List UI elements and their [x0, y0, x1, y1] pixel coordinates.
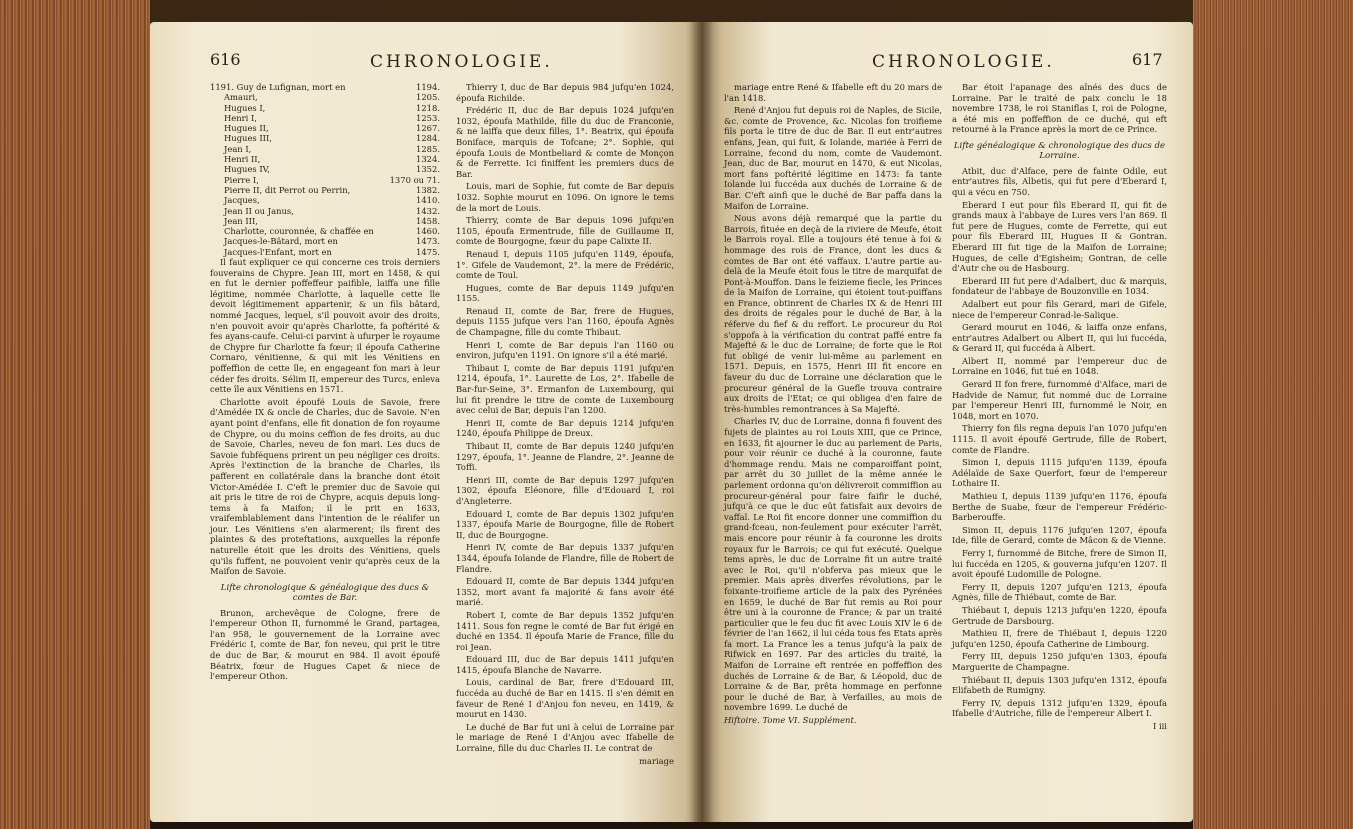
ruler-year: 1253.	[416, 112, 440, 123]
paragraph: Edouard II, comte de Bar depuis 1344 jufqu'en 1352, mort avant fa majorité & fans avoir été marié.	[456, 576, 674, 608]
ruler-year: 1324.	[416, 154, 440, 165]
right-column-2	[952, 82, 1167, 731]
paragraph: Edouard III, duc de Bar depuis 1411 jufqu'en 1415, époufa Blanche de Navarre.	[456, 654, 674, 675]
paragraph: Louis, cardinal de Bar, frere d'Edouard III, fuccéda au duché de Bar en 1415. Il s'en démit en faveur de René I d'Anjou fon neveu, en 1419, & mourut en 1430.	[456, 677, 674, 720]
paragraph: Il faut expliquer ce qui concerne ces trois derniers fouverains de Chypre. Jean III, mort en 1458, & qui en fut le dernier poffeffeur paifible, laiffa une fille légitime, nommée Charlotte, à laquelle cette île devoit légitimement appartenir, & un fils bâtard, nommé Jacques, lequel, s'il pouvoit avoir des droits, n'en pouvoit avoir qu'après Charlotte, fa poftérité & fes ayans-caufe. Celui-ci parvint à ufurper le royaume de Chypre fur Charlotte fa fœur; il époufa Catherine Cornaro, vénitienne, & qui mit les Vénitiens en poffeffion de cette île, en engageant fon mari à leur céder fes droits. Sélim II, empereur des Turcs, enleva cette île aux Vénitiens en 1571.	[210, 257, 440, 395]
paragraph: Ferry IV, depuis 1312 jufqu'en 1329, époufa Ifabelle d'Autriche, fille de l'empereur Albert I.	[952, 697, 1167, 719]
list-item	[210, 175, 440, 185]
paragraph: Atbit, duc d'Alface, pere de fainte Odile, eut entr'autres fils, Albetis, qui fut pere d'Eberard I, qui a vécu en 750.	[952, 165, 1167, 197]
ruler-year: 1460.	[416, 226, 440, 237]
ruler-name: Jacques,	[224, 195, 260, 206]
left-page-number: 616	[210, 50, 241, 69]
list-item	[210, 247, 440, 257]
ruler-year: 1218.	[416, 102, 440, 113]
list-item	[210, 226, 440, 236]
ruler-name: Jean I,	[224, 143, 252, 154]
paragraph: Mathieu I, depuis 1139 jufqu'en 1176, époufa Berthe de Suabe, fœur de l'empereur Frédéric-Barberouffe.	[952, 491, 1167, 523]
cyprus-commentary	[210, 257, 440, 577]
kings-of-cyprus-list	[210, 82, 440, 257]
paragraph: Albert II, nommé par l'empereur duc de Lorraine en 1046, fut tué en 1048.	[952, 355, 1167, 377]
page-edges-left	[0, 0, 150, 829]
dukes-of-lorraine-entries	[952, 166, 1167, 719]
list-item	[210, 144, 440, 154]
list-item	[210, 103, 440, 113]
paragraph: Thibaut I, comte de Bar depuis 1191 jufqu'en 1214, époufa, 1°. Laurette de Los, 2°. Ifabelle de Bar-fur-Seine, 3°. Ermanfon de Luxembourg, qui lui fit prendre le titre de comte de Luxembourg avec celui de Bar, depuis l'an 1200.	[456, 362, 674, 416]
paragraph: Gerard II fon frere, furnommé d'Alface, mari de Hadvide de Namur, fut nommé duc de Lorraine par l'empereur Henri III, furnommé le Noir, en 1048, mort en 1070.	[952, 379, 1167, 421]
paragraph: Renaud II, comte de Bar, frere de Hugues, depuis 1155 jufque vers l'an 1160, époufa Agnès de Champagne, fille du comte Thibaut.	[456, 305, 674, 338]
paragraph: Eberard I eut pour fils Eberard II, qui fit de grands maux à l'abbaye de Lures vers l'an 869. Il fut pere de Hugues, comte de Ferrette, qui eut pour fils Eberard III, Hugues II & Gontran. Eberard III fut tige de la Maifon de Lorraine; Hugues, de celle d'Egisheim; Gontran, de celle d'Autr che ou de Hasbourg.	[952, 199, 1167, 274]
paragraph: Louis, mari de Sophie, fut comte de Bar depuis 1032. Sophie mourut en 1096. On ignore le tems de la mort de Louis.	[456, 181, 674, 213]
paragraph: Nous avons déjà remarqué que la partie du Barrois, fituée en deçà de la riviere de Meufe, étoit le Barrois royal. Elle a toujours été tenue à foi & hommage des rois de France, dont les ducs & comtes de Bar ont été vaffaux. L'autre partie au-delà de la Meufe étoit fous le titre de marquifat de Pont-à-Mouffon. Dans le feizieme fiecle, les Princes de la Maifon de Lorraine, qui étoient tout-puiffans en France, obtinrent de Charles IX & de Henri III des droits de régales pour le duché de Bar, à la réferve du fief & du reffort. Le procureur du Roi s'oppofa à la vérification du contrat paffé entre fa Majefté & le duc de Lorraine; de forte que le Roi fut obligé de venir lui-même au parlement en 1571. Depuis, en 1575, Henri III fit encore en faveur du duc de Lorraine une déclaration que le procureur général de la Guefle trouva contraire aux droits de l'Etat; ce qui obligea d'en faire de très-humbles remontrances à Sa Majefté.	[724, 213, 942, 414]
left-page	[150, 22, 702, 822]
paragraph: René d'Anjou fut depuis roi de Naples, de Sicile, &c. comte de Provence, &c. Nicolas fon troifieme fils porta le titre de duc de Bar. Il eut entr'autres enfans, Jean, qui fuit, & Iolande, mariée à Ferri de Lorraine, fecond du nom, comte de Vaudemont. Jean, duc de Bar, mourut en 1470, & eut Nicolas, mort fans poftérité légitime en 1473: fa tante Iolande lui fuccéda aux duchés de Lorraine & de Bar. C'eft ainfi que le duché de Bar paffa dans la Maifon de Lorraine.	[724, 105, 942, 211]
ruler-name: Charlotte, couronnée, & chaffée en	[224, 226, 374, 237]
list-item	[210, 92, 440, 102]
ruler-name: Pierre II, dit Perrot ou Perrin,	[224, 184, 351, 195]
paragraph: Renaud I, depuis 1105 jufqu'en 1149, époufa, 1°. Gifele de Vaudemont, 2°. la mere de Frédéric, comte de Toul.	[456, 248, 674, 281]
list-item	[210, 133, 440, 143]
ruler-name: Jean III,	[224, 215, 258, 226]
ruler-year: 1458.	[416, 215, 440, 226]
ruler-name: Amauri,	[224, 92, 258, 103]
list-item	[210, 82, 440, 92]
ruler-year: 1194.	[416, 82, 440, 92]
gutter-shadow	[690, 22, 714, 822]
paragraph: Thierry fon fils regna depuis l'an 1070 jufqu'en 1115. Il avoit époufé Gertrude, fille de Robert, comte de Flandre.	[952, 423, 1167, 455]
ruler-name: Henri I,	[224, 112, 257, 123]
paragraph: Henri IV, comte de Bar depuis 1337 jufqu'en 1344, époufa Iolande de Flandre, fille de Robert de Flandre.	[456, 542, 674, 574]
ruler-name: Jacques-le-Bâtard, mort en	[224, 236, 338, 247]
paragraph: Bar étoit l'apanage des aînés des ducs de Lorraine. Par le traité de paix conclu le 18 novembre 1738, le roi Staniflas I, roi de Pologne, a été mis en poffeffion de ce duché, qui eft retourné à la France après la mort de ce Prince.	[952, 82, 1167, 135]
paragraph: Adalbert eut pour fils Gerard, mari de Gifele, niece de l'empereur Conrad-le-Salique.	[952, 298, 1167, 320]
paragraph: Thiébaut II, depuis 1303 jufqu'en 1312, époufa Elifabeth de Rumigny.	[952, 674, 1167, 696]
paragraph: Ferry III, depuis 1250 jufqu'en 1303, époufa Marguerite de Champagne.	[952, 651, 1167, 672]
left-running-head: CHRONOLOGIE.	[370, 52, 553, 72]
paragraph: Thierry I, duc de Bar depuis 984 jufqu'en 1024, époufa Richilde.	[456, 82, 674, 103]
list-item	[210, 195, 440, 205]
right-running-head: CHRONOLOGIE.	[872, 52, 1055, 72]
ruler-year: 1410.	[416, 195, 440, 206]
ruler-year: 1432.	[416, 205, 440, 216]
list-item	[210, 236, 440, 246]
paragraph: Le duché de Bar fut uni à celui de Lorraine par le mariage de René I d'Anjou avec Ifabelle de Lorraine, fille du duc Charles II. Le contrat de	[456, 721, 674, 754]
paragraph: Charles IV, duc de Lorraine, donna fi fouvent des fujets de plaintes au roi Louis XIII, que ce Prince, en 1633, fit ajourner le duc au parlement de Paris, pour voir réunir ce duché à la couronne, faute d'hommage rendu. Mais ne comparoiffant point, par arrêt du 30 juillet de la même année le parlement ordonna qu'on délivreroit commiffion au procureur-général pour faire faifir le duché, jufqu'à ce que le duc eût fatisfait aux devoirs de vaffal. Le Roi fit encore donner une commiffion du grand-fceau, non-feulement pour exécuter l'arrêt, mais encore pour réunir à fa couronne les droits royaux fur le Barrois; ce qui fut exécuté. Quelque tems après, le duc de Lorraine fit un autre traité avec le Roi, qu'il n'obferva pas mieux que le premier. Mais après diverfes révolutions, par le foixante-troifieme article de la paix des Pyrénées en 1659, le duché de Bar fut remis au Roi pour être uni à la couronne de France; & par un traité particulier que le feu duc fit avec Louis XIV le 6 de février de l'an 1662, il lui céda tous fes Etats après fa mort. La France les a tenus jufqu'à la paix de Rifwick en 1697. Par des articles du traité, la Maifon de Lorraine eft rentrée en poffeffion des duchés de Lorraine & de Bar, & Léopold, duc de Lorraine & de Bar, prêta hommage en perfonne pour le duché de Bar, à Verfailles, au mois de novembre 1699. Le duché de	[724, 416, 943, 713]
ruler-year: 1473.	[416, 236, 440, 247]
ruler-year: 1267.	[416, 123, 440, 134]
paragraph: Simon II, depuis 1176 jufqu'en 1207, époufa Ide, fille de Gerard, comte de Mâcon & de Vienne.	[952, 524, 1167, 546]
ruler-name: 1191. Guy de Lufignan, mort en	[210, 82, 346, 92]
paragraph: Charlotte avoit époufé Louis de Savoie, frere d'Amédée IX & oncle de Charles, duc de Savoie. N'en ayant point d'enfans, elle fit donation de fon royaume de Chypre, ou du moins ceffion de fes droits, au duc de Savoie, Charles, neveu de fon mari. Les ducs de Savoie fubféquens prirent un peu négliger ces droits. Après l'extinction de la branche de Charles, ils pafferent en collatérale dans la branche dont étoit Victor-Amédée I. C'eft le premier duc de Savoie qui ait pris le titre de roi de Chypre, acquis depuis long-tems à fa Maifon; il le prit en 1633, vraifemblablement dans l'intention de le réalifer un jour. Les Vénitiens s'en alarmerent; ils firent des plaintes & des proteftations, auxquelles la réponfe naturelle étoit que les droits des Vénitiens, quels qu'ils fuffent, ne pouvoient venir qu'après ceux de la Maifon de Savoie.	[210, 396, 440, 577]
paragraph: Ferry I, furnommé de Bitche, frere de Simon II, lui fuccéda en 1205, & gouverna jufqu'en 1207. Il avoit époufé Ludomille de Pologne.	[952, 547, 1167, 580]
list-item	[210, 154, 440, 164]
ruler-year: 1284.	[416, 133, 440, 144]
left-column-2	[456, 82, 674, 766]
right-page-number: 617	[1132, 50, 1163, 69]
paragraph: Henri II, comte de Bar depuis 1214 jufqu'en 1240, époufa Philippe de Dreux.	[456, 417, 674, 439]
catchword: mariage	[639, 755, 674, 766]
list-item	[210, 185, 440, 195]
paragraph: Eberard III fut pere d'Adalbert, duc & marquis, fondateur de l'abbaye de Bouzonville en 1034.	[952, 275, 1167, 297]
ruler-name: Hugues IV,	[224, 164, 270, 175]
right-column-1	[724, 82, 942, 726]
list-item	[210, 206, 440, 216]
ruler-name: Jacques-l'Enfant, mort en	[224, 246, 332, 257]
paragraph: Simon I, depuis 1115 jufqu'en 1139, époufa Adélaïde de Saxe Querfort, fœur de l'empereur Lothaire II.	[952, 457, 1167, 489]
volume-footer: Hiftoire. Tome VI. Supplément.	[724, 715, 857, 726]
paragraph: mariage entre René & Ifabelle eft du 20 mars de l'an 1418.	[724, 82, 942, 103]
list-item	[210, 164, 440, 174]
paragraph: Henri I, comte de Bar depuis l'an 1160 ou environ, jufqu'en 1191. On ignore s'il a été marié.	[456, 339, 674, 361]
ruler-year: 1382.	[416, 184, 440, 195]
page-edges-right	[1193, 0, 1353, 829]
counts-of-bar-entries	[456, 82, 674, 754]
list-item	[210, 123, 440, 133]
paragraph: Ferry II, depuis 1207 jufqu'en 1213, époufa Agnès, fille de Thiébaut, comte de Bar.	[952, 581, 1167, 603]
ruler-year: 1475.	[416, 246, 440, 257]
paragraph: Thibaut II, comte de Bar depuis 1240 jufqu'en 1297, époufa, 1°. Jeanne de Flandre, 2°. Jeanne de Toffi.	[456, 441, 674, 473]
bar-history-text	[724, 82, 942, 713]
paragraph: Henri III, comte de Bar depuis 1297 jufqu'en 1302, époufa Eléonore, fille d'Edouard I, roi d'Angleterre.	[456, 474, 674, 506]
paragraph: Thierry, comte de Bar depuis 1096 jufqu'en 1105, époufa Ermentrude, fille de Guillaume II, comte de Bourgogne, fœur du pape Calixte II.	[456, 215, 674, 247]
bar-list-heading: Lifte chronologique & généalogique des ducs & comtes de Bar.	[220, 582, 430, 604]
right-page	[702, 22, 1193, 822]
ruler-year: 1285.	[416, 143, 440, 154]
ruler-year: 1370 ou 71.	[389, 174, 440, 185]
ruler-year: 1352.	[416, 164, 440, 175]
paragraph: Gerard mourut en 1046, & laiffa onze enfans, entr'autres Adalbert ou Albert II, qui lui fuccéda, & Gerard II, qui fuccéda à Albert.	[952, 322, 1167, 354]
bar-intro-paragraph: Brunon, archevêque de Cologne, frere de l'empereur Othon II, furnommé le Grand, partagea, l'an 958, le gouvernement de la Lorraine avec Frédéric I, comte de Bar, fon neveu, qui prit le titre de duc de Bar, & mourut en 984. Il avoit époufé Béatrix, fœur de Hugues Capet & niece de l'empereur Othon.	[210, 607, 440, 682]
list-item	[210, 216, 440, 226]
paragraph: Hugues, comte de Bar depuis 1149 jufqu'en 1155.	[456, 282, 674, 304]
ruler-name: Hugues III,	[224, 133, 272, 144]
list-item	[210, 113, 440, 123]
paragraph: Robert I, comte de Bar depuis 1352 jufqu'en 1411. Sous fon regne le comté de Bar fut érigé en duché en 1354. Il époufa Marie de France, fille du roi Jean.	[456, 609, 674, 652]
ruler-name: Jean II ou Janus,	[224, 205, 294, 216]
paragraph: Mathieu II, frere de Thiébaut I, depuis 1220 jufqu'en 1250, époufa Catherine de Limbourg.	[952, 628, 1167, 649]
ruler-year: 1205.	[416, 92, 440, 103]
ruler-name: Hugues I,	[224, 102, 266, 113]
ruler-name: Henri II,	[224, 154, 261, 165]
paragraph: Frédéric II, duc de Bar depuis 1024 jufqu'en 1032, époufa Mathilde, fille du duc de Franconie, & ne laiffa que deux filles, 1°. Beatrix, qui époufa Boniface, marquis de Tofcane; 2°. Sophie, qui époufa Louis de Montbeliard & comte de Monçon & de Ferrette. Ici finiffent les premiers ducs de Bar.	[456, 105, 674, 179]
paragraph: Thiébaut I, depuis 1213 jufqu'en 1220, époufa Gertrude de Darsbourg.	[952, 604, 1167, 626]
lorraine-list-heading: Lifte généalogique & chronologique des ducs de Lorraine.	[953, 140, 1166, 162]
signature-mark: I iii	[1152, 720, 1167, 731]
left-column-1	[210, 82, 440, 684]
ruler-name: Hugues II,	[224, 123, 269, 134]
paragraph: Edouard I, comte de Bar depuis 1302 jufqu'en 1337, époufa Marie de Bourgogne, fille de Robert II, duc de Bourgogne.	[456, 508, 674, 540]
ruler-name: Pierre I,	[224, 174, 259, 185]
bar-apanage-text	[952, 82, 1167, 135]
